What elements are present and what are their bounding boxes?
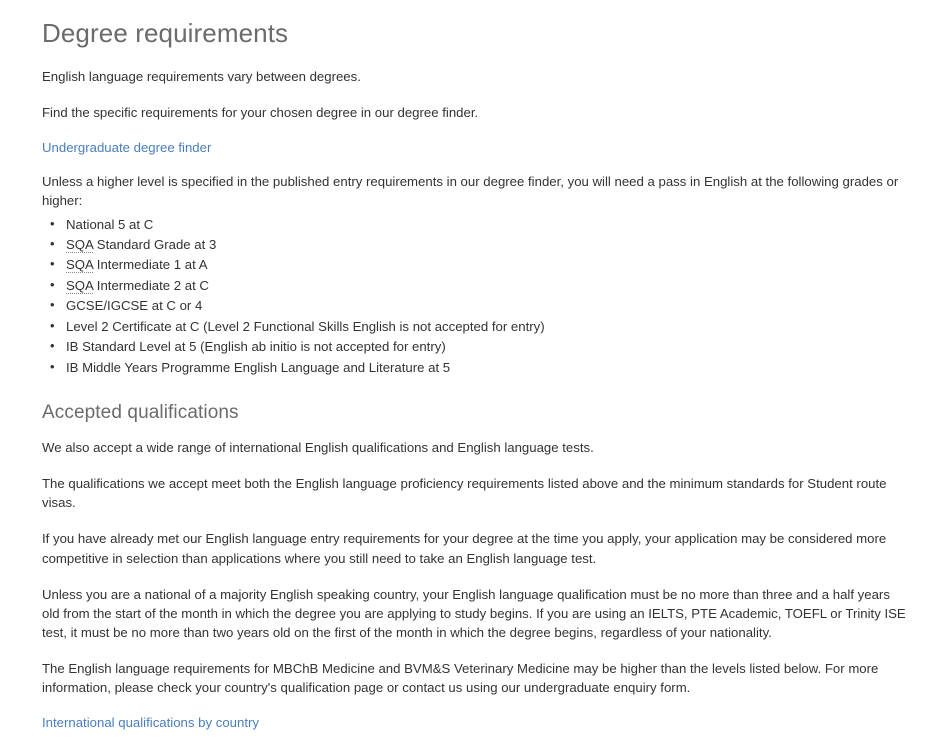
accepted-paragraph-5: The English language requirements for MBChB Medicine and BVM&S Veterinary Medicine may be higher than the levels listed below. For more information, please check your country's qualification page or contact us using our undergraduate enquiry form.: [42, 661, 879, 696]
list-item: [42, 216, 906, 233]
international-qualifications-link[interactable]: International qualifications by country: [42, 715, 259, 731]
accepted-paragraph-2: The qualifications we accept meet both the English language proficiency requirements listed above and the minimum standards for Student route visas.: [42, 476, 887, 511]
page-title: Degree requirements: [42, 18, 289, 48]
grade-text: Intermediate 1 at A: [93, 257, 208, 273]
list-item: [42, 318, 906, 335]
abbreviation-sqa: SQA: [66, 277, 94, 293]
grade-text: National 5 at C: [66, 216, 154, 232]
intro-paragraph-2: Find the specific requirements for your chosen degree in our degree finder.: [42, 105, 479, 121]
list-item: [42, 338, 906, 355]
accepted-qualifications-title: Accepted qualifications: [42, 401, 239, 423]
undergraduate-degree-finder-link[interactable]: Undergraduate degree finder: [42, 140, 212, 156]
list-item: [42, 256, 906, 273]
list-item: [42, 236, 906, 253]
list-item: [42, 277, 906, 294]
accepted-paragraph-4: Unless you are a national of a majority English speaking country, your English language qualification must be no more than three and a half years old from the start of the month in which the degree you are applying to study begins. If you are using an IELTS, PTE Academic, TOEFL or Trinity ISE test, it must be no more than two years old on the first of the month in which the degree begins, regardless of your nationality.: [42, 586, 906, 640]
grade-text: Standard Grade at 3: [93, 236, 217, 252]
list-item: [42, 359, 906, 376]
abbreviation-sqa: SQA: [66, 236, 94, 252]
grades-intro-text: Unless a higher level is specified in the published entry requirements in our degree finder, you will need a pass in English at the following grades or higher:: [42, 174, 899, 209]
accepted-paragraph-3: If you have already met our English language entry requirements for your degree at the time you apply, your application may be considered more competitive in selection than applications where you still need to take an English language test.: [42, 531, 887, 566]
abbreviation-sqa: SQA: [66, 257, 94, 273]
list-item: [42, 297, 906, 314]
grade-text: IB Standard Level at 5 (English ab initio is not accepted for entry): [66, 339, 446, 355]
grade-text: GCSE/IGCSE at C or 4: [66, 298, 203, 314]
accepted-paragraph-1: We also accept a wide range of international English qualifications and English language tests.: [42, 439, 594, 455]
grade-text: IB Middle Years Programme English Language and Literature at 5: [66, 359, 451, 375]
grade-requirements-list: [42, 216, 906, 376]
grade-text: Level 2 Certificate at C (Level 2 Functional Skills English is not accepted for entry): [66, 318, 545, 334]
intro-paragraph-1: English language requirements vary between degrees.: [42, 69, 361, 84]
grade-text: Intermediate 2 at C: [93, 277, 209, 293]
